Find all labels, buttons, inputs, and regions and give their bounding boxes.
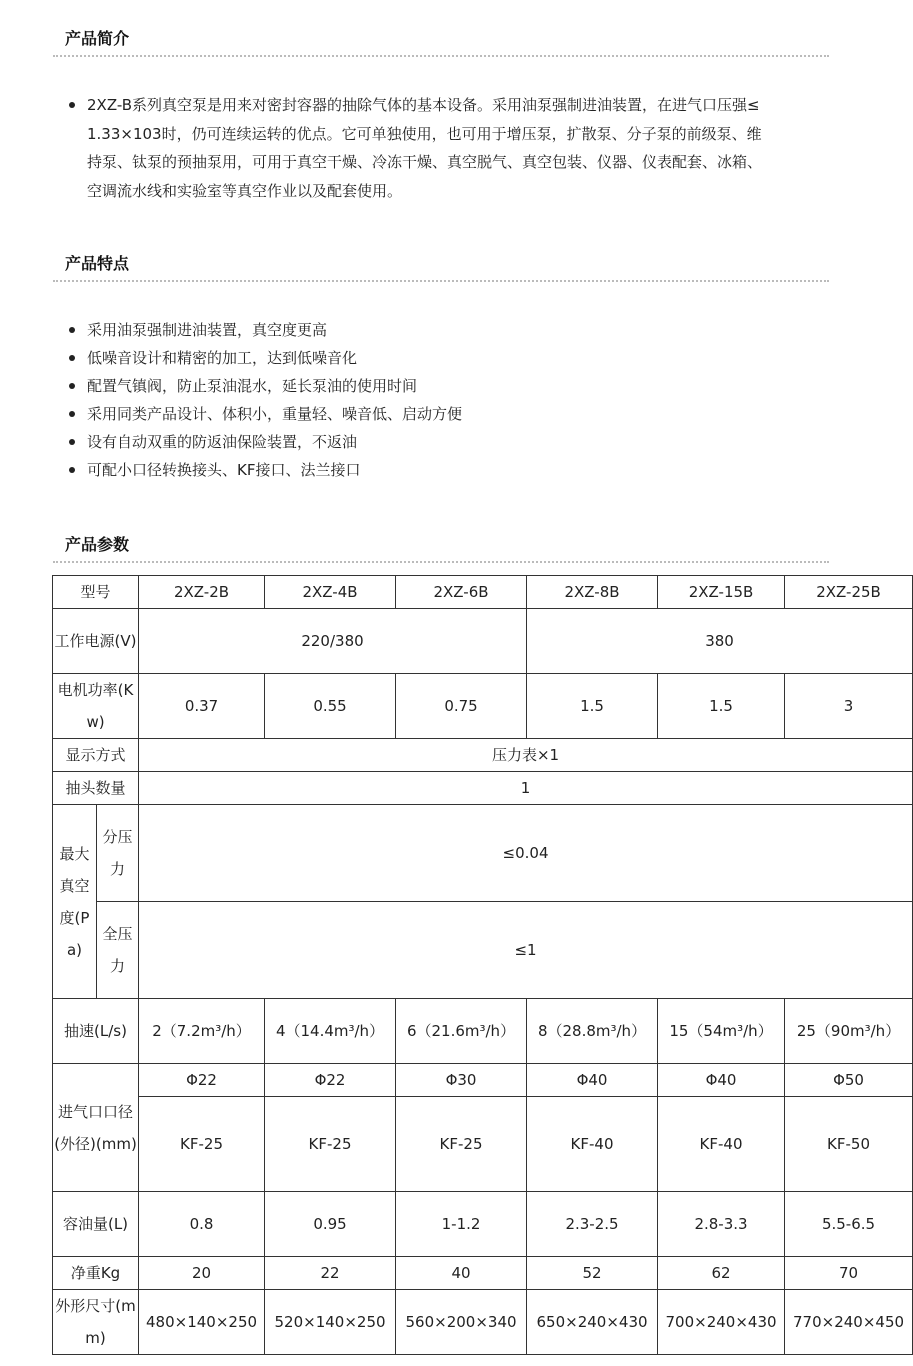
net-weight-cell: 22 <box>265 1257 396 1290</box>
partial-pressure-value: ≤0.04 <box>139 805 913 902</box>
pump-speed-cell: 2（7.2m³/h） <box>139 999 265 1064</box>
inlet-kf-cell: KF-25 <box>139 1097 265 1192</box>
label-power-supply: 工作电源(V) <box>53 609 139 674</box>
dimensions-cell: 650×240×430 <box>527 1290 658 1355</box>
oil-capacity-cell: 1-1.2 <box>396 1192 527 1257</box>
net-weight-cell: 70 <box>785 1257 913 1290</box>
inlet-phi-cell: Φ50 <box>785 1064 913 1097</box>
inlet-phi-cell: Φ22 <box>139 1064 265 1097</box>
features-list <box>62 316 807 484</box>
row-oil-capacity <box>53 1192 913 1257</box>
label-max-vacuum: 最大真空度(Pa) <box>53 805 97 999</box>
model-cell: 2XZ-8B <box>527 576 658 609</box>
model-cell: 2XZ-4B <box>265 576 396 609</box>
model-cell: 2XZ-2B <box>139 576 265 609</box>
row-inlet-kf <box>53 1097 913 1192</box>
oil-capacity-cell: 2.8-3.3 <box>658 1192 785 1257</box>
inlet-kf-cell: KF-50 <box>785 1097 913 1192</box>
label-display-mode: 显示方式 <box>53 739 139 772</box>
row-dimensions <box>53 1290 913 1355</box>
motor-power-cell: 1.5 <box>658 674 785 739</box>
label-taps: 抽头数量 <box>53 772 139 805</box>
label-pump-speed: 抽速(L/s) <box>53 999 139 1064</box>
pump-speed-cell: 8（28.8m³/h） <box>527 999 658 1064</box>
model-cell: 2XZ-15B <box>658 576 785 609</box>
row-taps <box>53 772 913 805</box>
row-display-mode <box>53 739 913 772</box>
inlet-phi-cell: Φ22 <box>265 1064 396 1097</box>
inlet-kf-cell: KF-40 <box>658 1097 785 1192</box>
inlet-kf-cell: KF-25 <box>265 1097 396 1192</box>
pump-speed-cell: 15（54m³/h） <box>658 999 785 1064</box>
label-dimensions: 外形尺寸(mm) <box>53 1290 139 1355</box>
oil-capacity-cell: 0.95 <box>265 1192 396 1257</box>
pump-speed-cell: 6（21.6m³/h） <box>396 999 527 1064</box>
section-title-intro: 产品简介 <box>53 26 829 57</box>
net-weight-cell: 52 <box>527 1257 658 1290</box>
intro-paragraph <box>62 91 807 205</box>
row-max-vacuum-partial <box>53 805 913 902</box>
oil-capacity-cell: 2.3-2.5 <box>527 1192 658 1257</box>
feature-item: 采用同类产品设计、体积小，重量轻、噪音低、启动方便 <box>62 400 807 428</box>
dimensions-cell: 480×140×250 <box>139 1290 265 1355</box>
intro-list <box>62 91 807 205</box>
oil-capacity-cell: 0.8 <box>139 1192 265 1257</box>
dimensions-cell: 700×240×430 <box>658 1290 785 1355</box>
inlet-kf-cell: KF-40 <box>527 1097 658 1192</box>
pump-speed-cell: 25（90m³/h） <box>785 999 913 1064</box>
model-cell: 2XZ-25B <box>785 576 913 609</box>
feature-item: 配置气镇阀，防止泵油混水，延长泵油的使用时间 <box>62 372 807 400</box>
motor-power-cell: 0.75 <box>396 674 527 739</box>
feature-item: 可配小口径转换接头、KF接口、法兰接口 <box>62 456 807 484</box>
power-supply-group-a: 220/380 <box>139 609 527 674</box>
pump-speed-cell: 4（14.4m³/h） <box>265 999 396 1064</box>
feature-item: 采用油泵强制进油装置，真空度更高 <box>62 316 807 344</box>
section-title-features: 产品特点 <box>53 251 829 282</box>
net-weight-cell: 40 <box>396 1257 527 1290</box>
model-cell: 2XZ-6B <box>396 576 527 609</box>
label-motor-power: 电机功率(Kw) <box>53 674 139 739</box>
label-inlet: 进气口口径(外径)(mm) <box>53 1064 139 1192</box>
net-weight-cell: 20 <box>139 1257 265 1290</box>
section-title-params: 产品参数 <box>53 532 829 563</box>
row-model <box>53 576 913 609</box>
params-table-container <box>52 575 905 1366</box>
motor-power-cell: 3 <box>785 674 913 739</box>
inlet-phi-cell: Φ40 <box>527 1064 658 1097</box>
row-max-vacuum-total <box>53 902 913 999</box>
feature-item: 低噪音设计和精密的加工，达到低噪音化 <box>62 344 807 372</box>
row-inlet-phi <box>53 1064 913 1097</box>
motor-power-cell: 0.55 <box>265 674 396 739</box>
dimensions-cell: 520×140×250 <box>265 1290 396 1355</box>
inlet-kf-cell: KF-25 <box>396 1097 527 1192</box>
oil-capacity-cell: 5.5-6.5 <box>785 1192 913 1257</box>
dimensions-cell: 770×240×450 <box>785 1290 913 1355</box>
intro-line: 持泵、钛泵的预抽泵用，可用于真空干燥、冷冻干燥、真空脱气、真空包装、仪器、仪表配套、冰箱、 <box>87 153 763 171</box>
row-pump-speed <box>53 999 913 1064</box>
label-oil-capacity: 容油量(L) <box>53 1192 139 1257</box>
dimensions-cell: 560×200×340 <box>396 1290 527 1355</box>
params-table <box>52 575 913 1355</box>
label-model: 型号 <box>53 576 139 609</box>
row-net-weight <box>53 1257 913 1290</box>
intro-line: 1.33×103时，仍可连续运转的优点。它可单独使用，也可用于增压泵，扩散泵、分子泵的前级泵、维 <box>87 124 762 143</box>
display-mode-value: 压力表×1 <box>139 739 913 772</box>
motor-power-cell: 0.37 <box>139 674 265 739</box>
row-motor-power <box>53 674 913 739</box>
intro-line: 2XZ-B系列真空泵是用来对密封容器的抽除气体的基本设备。采用油泵强制进油装置，在进气口压强≤ <box>87 96 760 114</box>
taps-value: 1 <box>139 772 913 805</box>
feature-item: 设有自动双重的防返油保险装置，不返油 <box>62 428 807 456</box>
inlet-phi-cell: Φ40 <box>658 1064 785 1097</box>
label-partial-pressure: 分压力 <box>97 805 139 902</box>
motor-power-cell: 1.5 <box>527 674 658 739</box>
power-supply-group-b: 380 <box>527 609 913 674</box>
label-net-weight: 净重Kg <box>53 1257 139 1290</box>
label-total-pressure: 全压力 <box>97 902 139 999</box>
row-power-supply <box>53 609 913 674</box>
net-weight-cell: 62 <box>658 1257 785 1290</box>
total-pressure-value: ≤1 <box>139 902 913 999</box>
inlet-phi-cell: Φ30 <box>396 1064 527 1097</box>
intro-line: 空调流水线和实验室等真空作业以及配套使用。 <box>87 181 403 200</box>
